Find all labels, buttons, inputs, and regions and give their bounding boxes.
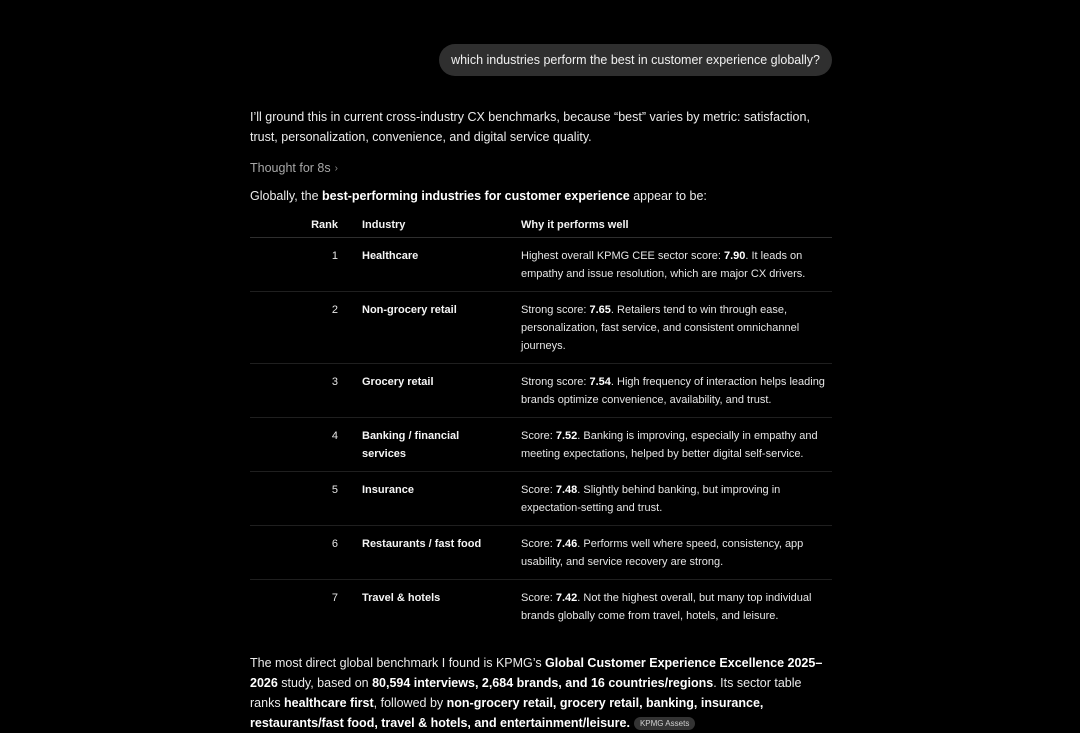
summary-text: study, based on [277, 676, 373, 690]
response-intro: I’ll ground this in current cross-industry CX benchmarks, because “best” varies by metric: satisfaction, trust, personalization, convenience, and digital service quality. [250, 110, 810, 144]
why-text: . Banking is improving, especially in empathy and meeting expectations, helped by better digital self-service. [521, 430, 818, 460]
why-text: . Not the highest overall, but many top individual brands globally come from travel, hotels, and leisure. [521, 592, 812, 622]
header-why: Why it performs well [521, 211, 832, 238]
industry-cell: Insurance [362, 472, 521, 526]
rank-cell: 4 [250, 418, 362, 472]
why-text: . It leads on empathy and issue resolution, which are major CX drivers. [521, 250, 806, 280]
rank-cell: 7 [331, 592, 338, 604]
why-text: Strong score: [521, 376, 590, 388]
score-value: 7.90 [723, 250, 746, 262]
source-pill[interactable]: KPMG Assets [634, 717, 695, 730]
summary-text: , followed by [373, 696, 447, 710]
score-value: 7.48 [555, 484, 578, 496]
summary-text: . Its sector table ranks [250, 676, 802, 710]
summary-bold: 80,594 interviews, 2,684 brands, and 16 countries/regions [372, 676, 714, 690]
industry-cell: Non-grocery retail [362, 292, 521, 364]
why-text: Score: [521, 430, 556, 442]
header-industry: Industry [362, 211, 521, 238]
assistant-response [250, 107, 832, 733]
score-value: 7.65 [589, 304, 611, 316]
why-cell [521, 292, 832, 364]
score-value: 7.52 [555, 430, 578, 442]
lead-suffix: appear to be: [629, 189, 707, 203]
industry-cell: Grocery retail [362, 364, 521, 418]
table-header-row [250, 211, 832, 238]
lead-bold: best-performing industries for customer experience [322, 189, 630, 203]
thought-toggle[interactable] [250, 161, 338, 175]
why-cell [521, 472, 832, 526]
summary-bold: healthcare first [284, 696, 374, 710]
rank-cell: 3 [250, 364, 362, 418]
rank-cell: 5 [250, 472, 362, 526]
table-row [250, 418, 832, 472]
why-cell [521, 580, 832, 634]
score-value: 7.54 [589, 376, 611, 388]
why-text: Score: [521, 484, 556, 496]
why-cell [521, 418, 832, 472]
why-text: . Performs well where speed, consistency, app usability, and service recovery are strong. [521, 538, 804, 568]
rank-cell: 6 [250, 526, 362, 580]
why-text: Score: [521, 592, 556, 604]
table-row [250, 526, 832, 580]
table-row [250, 292, 832, 364]
why-cell [521, 238, 832, 292]
table-row [250, 364, 832, 418]
header-rank: Rank [250, 211, 362, 238]
why-text: . High frequency of interaction helps leading brands optimize convenience, availability, and trust. [521, 376, 825, 406]
why-cell [521, 364, 832, 418]
lead-prefix: Globally, the [250, 189, 323, 203]
summary-bold: non-grocery retail, grocery retail, banking, insurance, restaurants/fast food, travel & hotels, and entertainment/leisure. [250, 696, 764, 730]
table-row [250, 238, 832, 292]
response-lead [250, 187, 832, 205]
chevron-right-icon: › [334, 162, 338, 174]
why-text: . Slightly behind banking, but improving in expectation-setting and trust. [521, 484, 781, 514]
rank-cell: 1 [250, 238, 362, 292]
why-cell [521, 526, 832, 580]
why-text: Highest overall KPMG CEE sector score: [521, 250, 724, 262]
score-value: 7.42 [555, 592, 578, 604]
summary-text: The most direct global benchmark I found is KPMG’s [250, 656, 546, 670]
summary-bold: Global Customer Experience Excellence 2025–2026 [250, 656, 823, 690]
why-text: Strong score: [521, 304, 590, 316]
table-row [250, 580, 832, 634]
industry-cell: Restaurants / fast food [362, 526, 521, 580]
rank-cell: 2 [250, 292, 362, 364]
user-message-bubble: which industries perform the best in customer experience globally? [439, 44, 832, 76]
industry-cell: Travel & hotels [362, 592, 441, 604]
score-value: 7.46 [555, 538, 578, 550]
summary-paragraph [250, 653, 832, 733]
why-text: Score: [521, 538, 556, 550]
table-row [250, 472, 832, 526]
industry-ranking-table [250, 211, 832, 633]
industry-cell: Healthcare [362, 238, 521, 292]
why-text: . Retailers tend to win through ease, personalization, fast service, and consistent omnichannel journeys. [521, 304, 800, 352]
industry-cell: Banking / financial services [362, 418, 521, 472]
thought-label: Thought for 8s [250, 161, 331, 175]
